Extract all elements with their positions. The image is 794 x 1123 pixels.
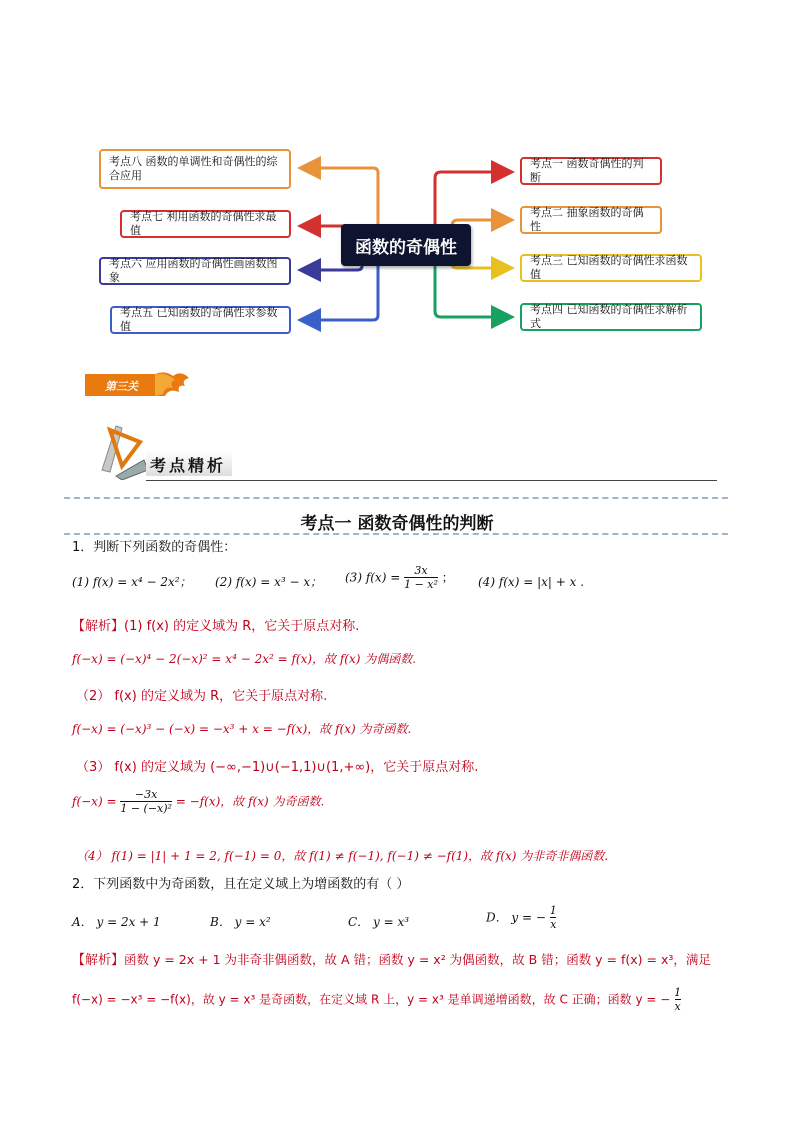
fraction-denominator: 1 − x² [404,578,438,591]
stage-banner [85,370,195,400]
q1-analysis-1-body: f(−x) = (−x)⁴ − 2(−x)² = x⁴ − 2x² = f(x)，故 f(x) 为偶函数. [72,652,417,666]
q2-option-a: A． y = 2x + 1 [72,915,161,929]
mindmap-node-topic1 [520,157,662,185]
heading-rule [146,480,717,481]
q1-item-1: (1) f(x) = x⁴ − 2x²； [72,575,192,589]
q1-analysis-3-head: （3） f(x) 的定义域为 (−∞,−1)∪(−1,1)∪(1,+∞)，它关于原点对称. [76,760,479,775]
flame-banner-icon [85,370,195,400]
a3-lhs: f(−x) = [72,794,117,809]
dashed-divider-bottom [64,533,728,535]
node-label: 考点五 已知函数的奇偶性求参数值 [120,306,278,333]
mindmap-node-topic2 [520,206,662,234]
fraction-numerator: 1 [674,986,682,999]
node-label: 考点三 已知函数的奇偶性求函数值 [530,254,688,281]
dashed-divider-top [64,497,728,499]
mindmap-node-topic5 [110,306,291,334]
node-label: 考点七 利用函数的奇偶性求最值 [130,210,277,237]
node-label: 考点四 已知函数的奇偶性求解析式 [530,303,688,330]
item3-fraction [404,565,438,591]
q1-analysis-2-body: f(−x) = (−x)³ − (−x) = −x³ + x = −f(x)，故 f(x) 为奇函数. [72,722,412,736]
q2-analysis-line1 [72,951,711,970]
a3-tail: = −f(x)，故 f(x) 为奇函数. [175,794,325,809]
q1-item-4: (4) f(x) = |x| + x . [478,575,585,589]
q1-prompt: 1．判断下列函数的奇偶性： [72,540,237,555]
fraction-numerator: −3x [134,788,158,801]
node-label: 考点六 应用函数的奇偶性画函数图象 [109,257,278,284]
q1-analysis-2-head: （2） f(x) 的定义域为 R，它关于原点对称. [76,689,328,704]
node-label: 考点二 抽象函数的奇偶性 [530,206,644,233]
item3-tail: ； [441,570,454,585]
q2-prompt: 2．下列函数中为奇函数，且在定义域上为增函数的有（ ） [72,877,410,892]
fraction-denominator: x [674,1000,681,1013]
mindmap-node-topic7 [120,210,291,238]
mindmap-node-topic4 [520,303,702,331]
section-heading [92,420,717,484]
fraction-denominator: x [550,918,557,931]
fraction-numerator: 1 [549,904,557,917]
analysis-text: (1) f(x) 的定义域为 R，它关于原点对称. [124,619,360,634]
fraction-numerator: 3x [414,564,428,577]
q1-item-2: (2) f(x) = x³ − x； [215,575,323,589]
analysis-tag: 【解析】 [72,953,125,968]
q1-analysis-4: （4） f(1) = |1| + 1 = 2, f(−1) = 0，故 f(1) ≠ f(−1), f(−1) ≠ −f(1)，故 f(x) 为非奇非偶函数. [76,849,609,863]
topic-title: 考点一 函数奇偶性的判断 [300,514,494,534]
a2-fraction [674,987,681,1013]
ruler-compass-icon [92,420,152,480]
q2-analysis-line2 [72,987,681,1013]
analysis-text: 函数 y = 2x + 1 为非奇非偶函数，故 A 错；函数 y = x² 为偶函数，故 B 错；函数 y = f(x) = x³，满足 [124,952,711,967]
q2-option-b: B． y = x² [210,915,271,929]
node-label: 考点八 函数的单调性和奇偶性的综合应用 [109,155,278,182]
analysis-tag: 【解析】 [72,619,125,634]
mindmap-node-topic3 [520,254,702,282]
q1-analysis-3-body [72,789,324,815]
fraction-denominator: 1 − (−x)² [120,802,172,815]
q1-analysis-1-head [72,618,359,636]
q2-option-c: C． y = x³ [348,915,410,929]
mindmap-node-topic6 [99,257,291,285]
mindmap-node-topic8 [99,149,291,189]
stage-label: 第三关 [105,380,138,393]
item3-lhs: (3) f(x) = [345,570,401,585]
mindmap-center [341,224,471,266]
optD-lhs: D． y = − [486,910,546,925]
section-title: 考点精析 [150,456,227,475]
node-label: 考点一 函数奇偶性的判断 [530,157,644,184]
q2-option-d [486,905,557,931]
analysis-text: f(−x) = −x³ = −f(x)，故 y = x³ 是奇函数，在定义域 R 上，y = x³ 是单调递增函数，故 C 正确；函数 y = − [72,992,671,1007]
optD-fraction [550,905,557,931]
center-label: 函数的奇偶性 [355,237,457,258]
q1-item-3 [345,565,454,591]
a3-fraction [120,789,172,815]
